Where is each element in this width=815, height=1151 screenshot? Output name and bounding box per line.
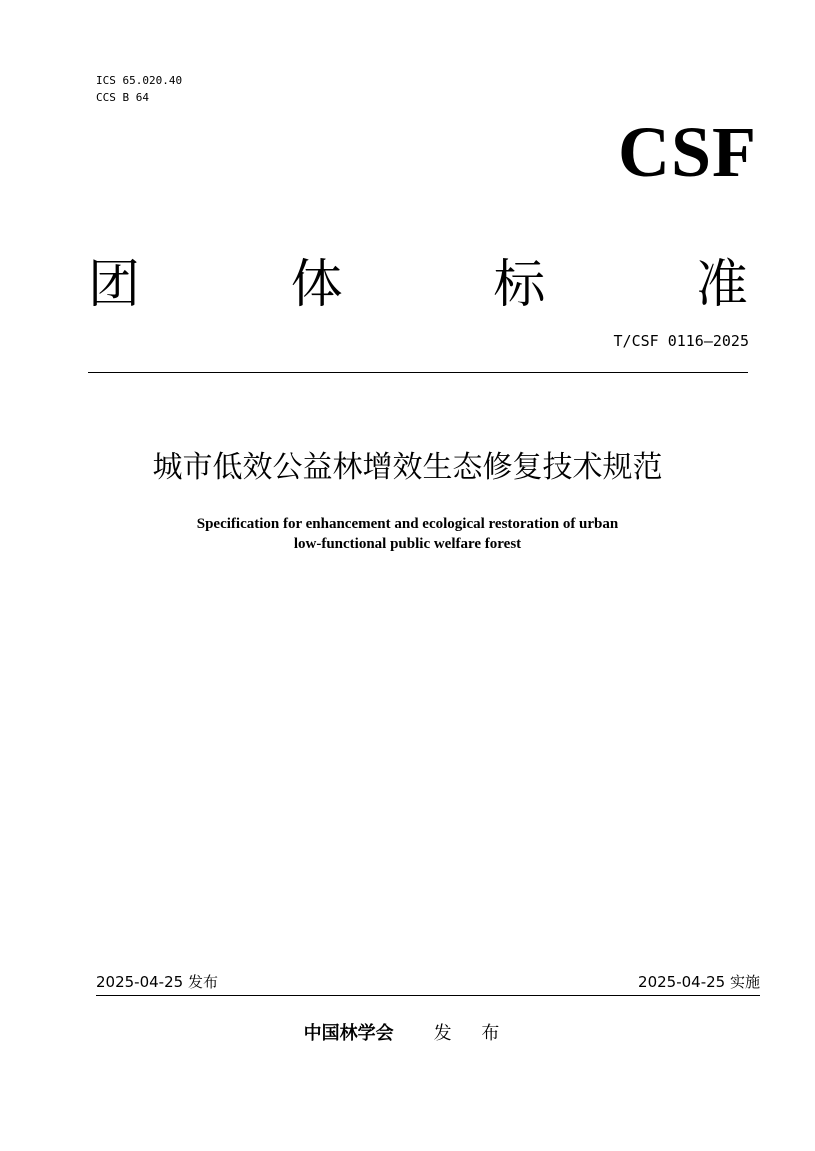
standard-type-heading (88, 250, 748, 320)
classification-codes (96, 72, 182, 106)
standard-type-char: 体 (290, 255, 343, 315)
title-english-line: low-functional public welfare forest (293, 536, 522, 552)
csf-logo: CSF (617, 112, 757, 192)
publisher-line (0, 1022, 815, 1046)
publisher-verb: 发 布 (433, 1023, 512, 1044)
standard-type-char: 准 (695, 255, 748, 315)
issue-date: 2025-04-25 发布 (96, 973, 218, 991)
ccs-code: CCS B 64 (96, 91, 149, 104)
ics-code: ICS 65.020.40 (96, 74, 183, 87)
standard-type-char: 标 (493, 255, 546, 315)
standard-type-char: 团 (88, 255, 141, 315)
header-divider (88, 372, 748, 373)
title-english-line: Specification for enhancement and ecological restoration of urban (196, 516, 619, 532)
title-chinese: 城市低效公益林增效生态修复技术规范 (152, 450, 663, 485)
date-row (96, 972, 760, 992)
implement-date: 2025-04-25 实施 (638, 973, 760, 991)
standard-number: T/CSF 0116—2025 (613, 332, 749, 350)
footer-divider (96, 995, 760, 996)
publisher-org: 中国林学会 (303, 1023, 394, 1044)
title-english (0, 514, 815, 554)
